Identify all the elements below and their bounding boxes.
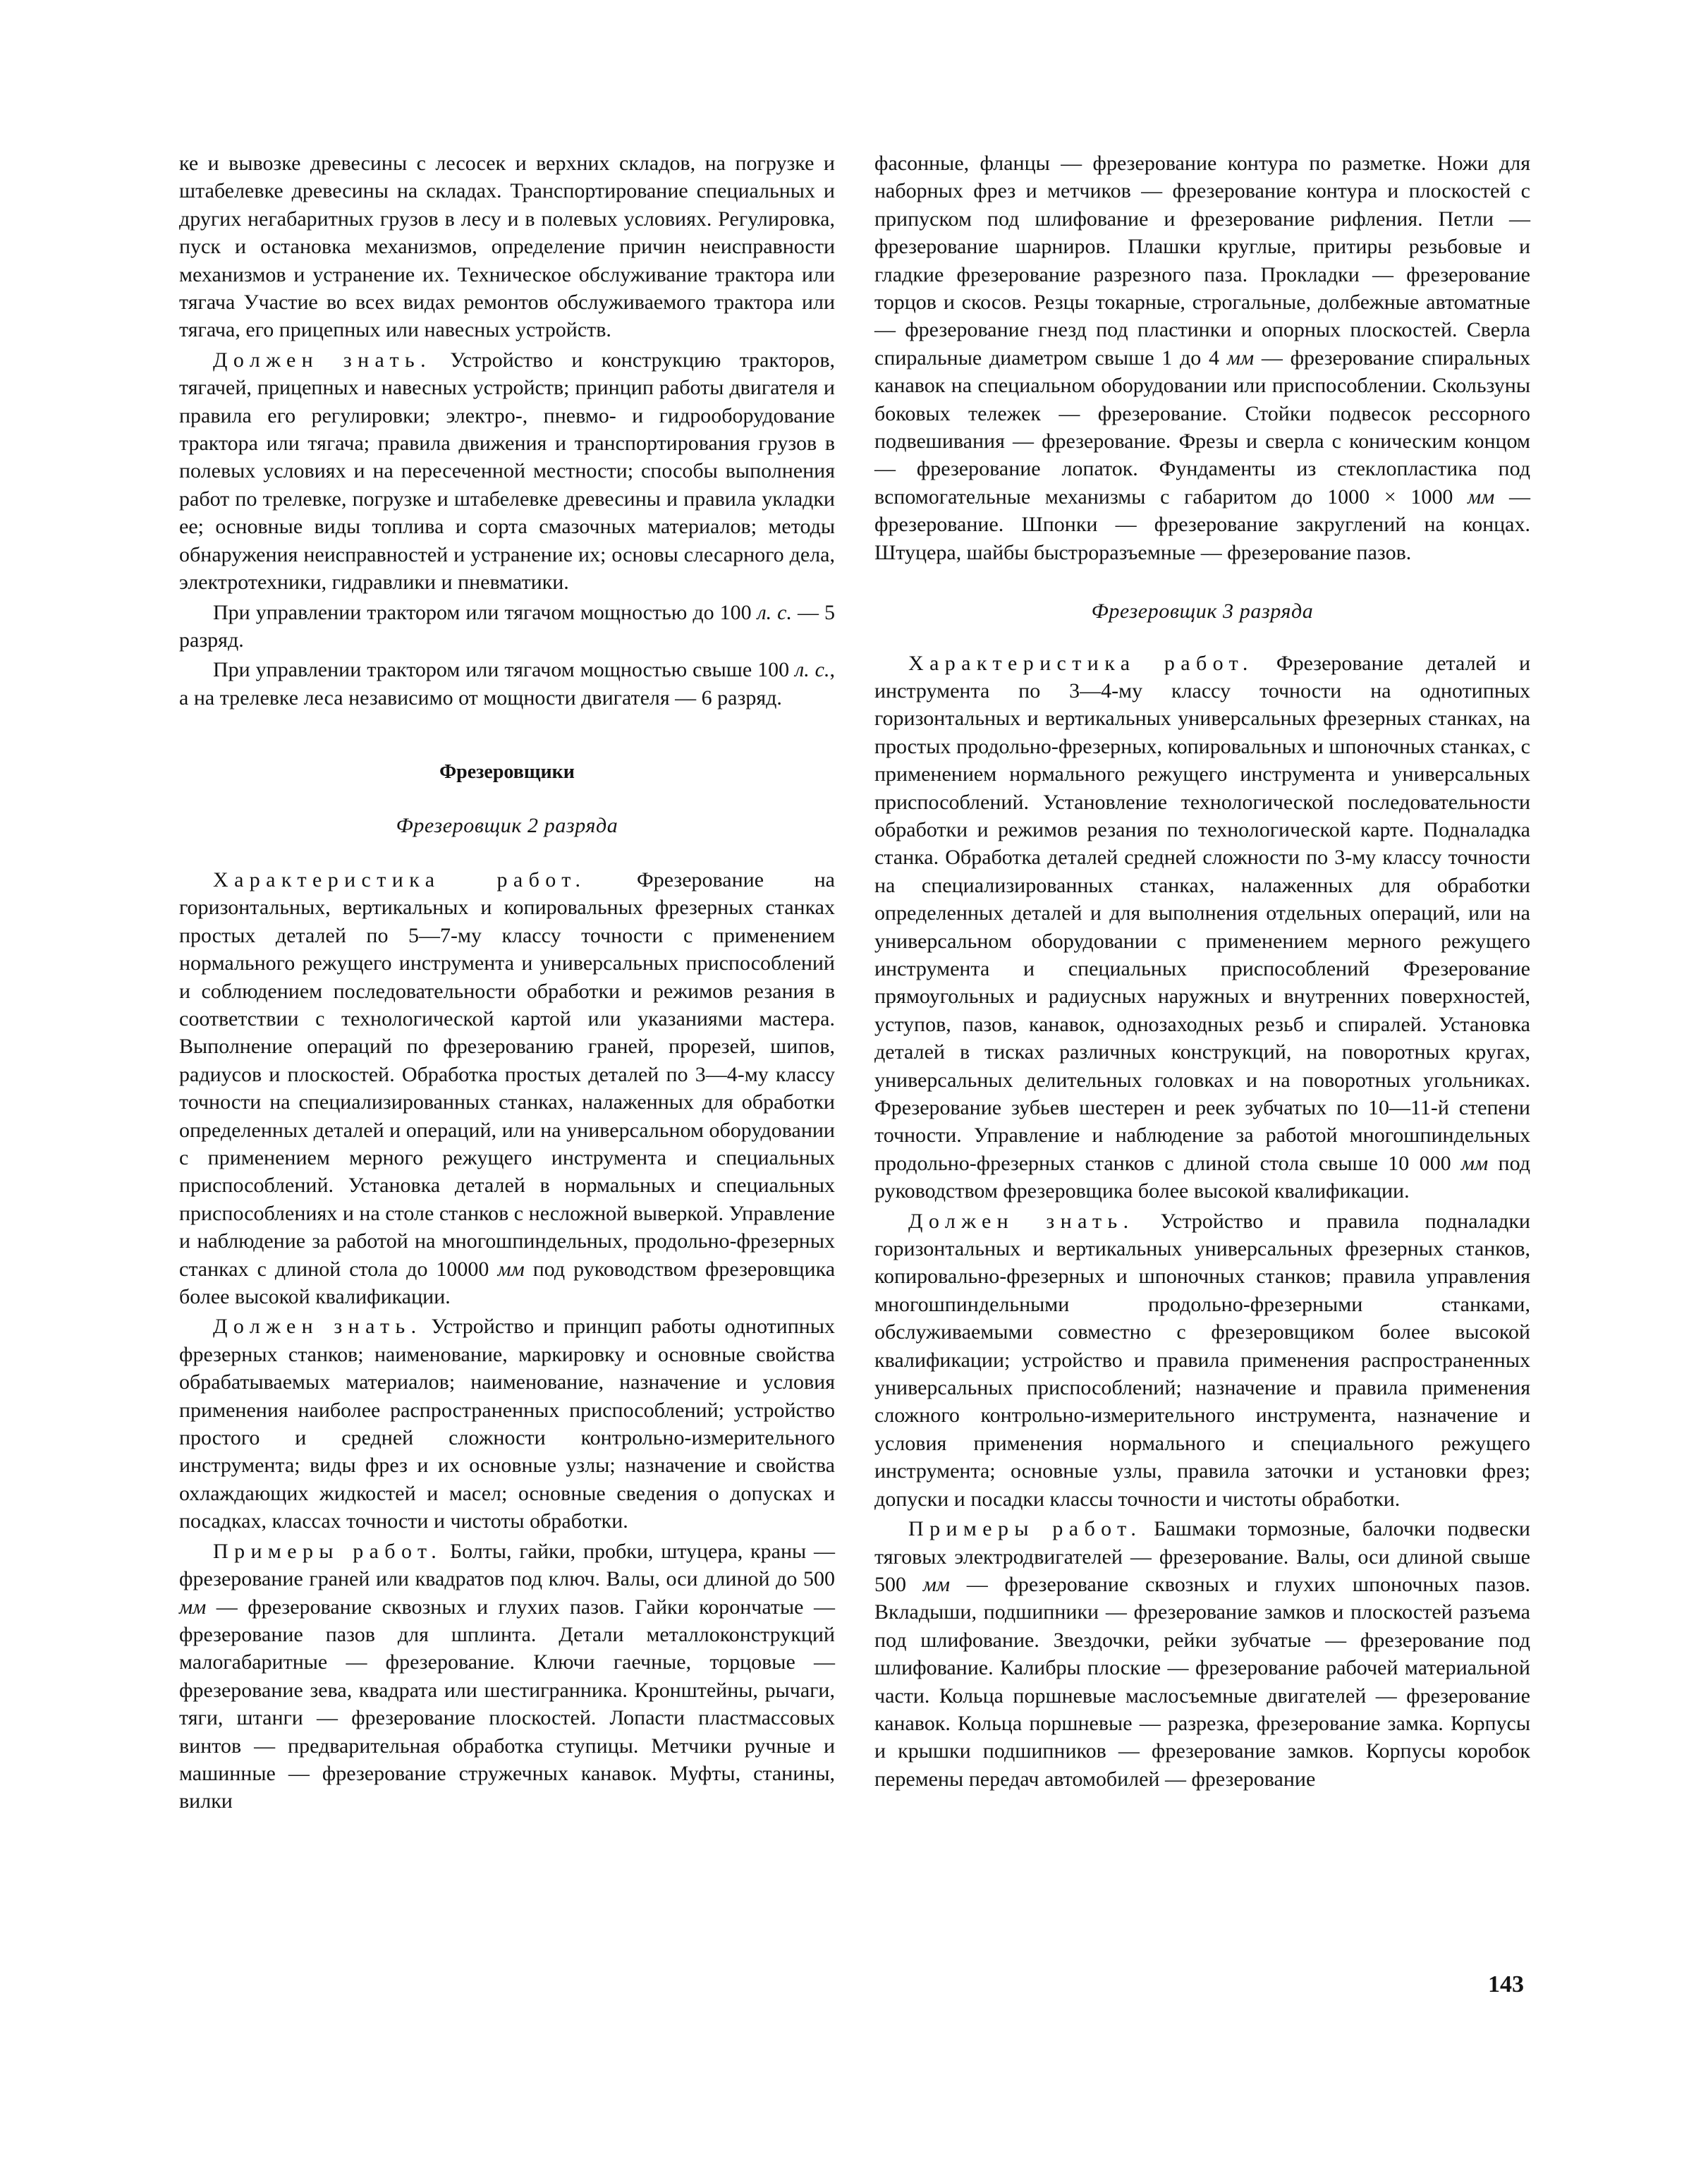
paragraph-tractor-knowledge: Должен знать. Устройство и конструкцию тракторов, тягачей, прицепных и навесных устройств; принцип работы двигателя и правила его регулировки; электро-, пневмо- и гидрооборудование трактора или тягача; правила движения и транспортирования грузов в полевых условиях и на пересеченной местности; способы выполнения работ по трелевке, погрузке и штабелевке древесины и правила укладки ее; основные виды топлива и сорта смазочных материалов; методы обнаружения неисправностей и устранение их; основы слесарного дела, электротехники, гидравлики и пневматики. (179, 348, 835, 595)
lead-phrase: Характеристика работ. (213, 868, 587, 892)
paragraph-grade2-knowledge: Должен знать. Устройство и принцип работы однотипных фрезерных станков; наименование, маркировку и основные свойства обрабатываемых материалов; наименование, назначение и условия применения наиболее распространенных приспособлений; устройство простого и средней сложности контрольно-измерительного инструмента; виды фрез и их основные узлы; назначение и свойства охлаждающих жидкостей и масел; основные сведения о допусках и посадках, классах точности и чистоты обработки. (179, 1315, 835, 1533)
lead-phrase: Примеры работ. (908, 1517, 1142, 1541)
paragraph-grade3-characteristics: Характеристика работ. Фрезерование деталей и инструмента по 3—4-му классу точности на однотипных горизонтальных и вертикальных универсальных фрезерных станках, на простых продольно-фрезерных, копировальных и шпоночных станках, с применением нормального режущего инструмента и универсальных приспособлений. Установление технологической последовательности обработки и режимов резания по технологической карте. Подналадка станка. Обработка деталей средней сложности по 3-му классу точности на специализированных станках, налаженных для обработки определенных деталей и для выполнения отдельных операций, или на универсальном оборудовании с применением мерного режущего инструмента и специальных приспособлений Фрезерование прямоугольных и радиусных наружных и внутренних поверхностей, уступов, пазов, канавок, однозаходных резьб и спиралей. Установка деталей в тисках различных конструкций, на поворотных кругах, универсальных делительных головках и на поворотных угольниках. Фрезерование зубьев шестерен и реек зубчатых по 10—11-й степени точности. Управление и наблюдение за работой многошпиндельных продольно-фрезерных станков с длиной стола свыше 10 000 мм под руководством фрезеровщика более высокой квалификации. (874, 651, 1531, 1203)
paragraph-grade-6: При управлении трактором или тягачом мощностью свыше 100 л. с., а на трелевке леса независимо от мощности двигателя — 6 разряд. (179, 658, 835, 710)
left-column (179, 150, 835, 1815)
paragraph-grade2-examples: Примеры работ. Болты, гайки, пробки, штуцера, краны — фрезерование граней или квадратов под ключ. Валы, оси длиной до 500 мм — фрезерование сквозных и глухих пазов. Гайки корончатые — фрезерование пазов для шплинта. Детали металлоконструкций малогабаритные — фрезерование. Ключи гаечные, торцовые — фрезерование зева, квадрата или шестигранника. Кронштейны, рычаги, тяги, штанги — фрезерование плоскостей. Лопасти пластмассовых винтов — предварительная обработка ступицы. Метчики ручные и машинные — фрезерование стружечных канавок. Муфты, станины, вилки (179, 1539, 835, 1813)
subsection-title-grade-2: Фрезеровщик 2 разряда (396, 813, 618, 837)
right-column (874, 150, 1530, 1793)
unit: л. с. (795, 658, 830, 682)
lead-phrase: Характеристика работ. (908, 651, 1254, 675)
lead-phrase: Примеры работ. (213, 1539, 443, 1563)
lead-phrase: Должен знать. (908, 1209, 1135, 1233)
unit: мм (922, 1572, 951, 1596)
unit: мм (1460, 1151, 1489, 1175)
paragraph-grade2-characteristics: Характеристика работ. Фрезерование на горизонтальных, вертикальных и копировальных фрезерных станках простых деталей по 5—7-му классу точности с применением нормального режущего инструмента и универсальных приспособлений и соблюдением последовательности обработки и режимов резания в соответствии с технологической картой или указаниями мастера. Выполнение операций по фрезерованию граней, прорезей, шипов, радиусов и плоскостей. Обработка простых деталей по 3—4-му классу точности на специализированных станках, налаженных для обработки определенных деталей и операций, или на универсальном оборудовании с применением мерного режущего инструмента и специальных приспособлений. Установка деталей в нормальных и специальных приспособлениях и на столе станков с несложной выверкой. Управление и наблюдение за работой на многошпиндельных, продольно-фрезерных станках с длиной стола до 10000 мм под руководством фрезеровщика более высокой квалификации. (179, 868, 836, 1309)
unit: мм (179, 1595, 207, 1619)
unit: мм (1468, 485, 1495, 509)
lead-phrase: Должен знать. (213, 1315, 422, 1339)
paragraph-grade3-examples: Примеры работ. Башмаки тормозные, балочки подвески тяговых электродвигателей — фрезерование. Валы, оси длиной свыше 500 мм — фрезерование сквозных и глухих шпоночных пазов. Вкладыши, подшипники — фрезерование замков и плоскостей разъема под шлифование. Звездочки, рейки зубчатые — фрезерование под шлифование. Калибры плоские — фрезерование рабочей материальной части. Кольца поршневые маслосъемные двигателей — фрезерование канавок. Кольца поршневые — разрезка, фрезерование замка. Корпусы и крышки подшипников — фрезерование замков. Корпусы коробок перемены передач автомобилей — фрезерование (874, 1517, 1531, 1791)
paragraph-grade2-examples-continued: фасонные, фланцы — фрезерование контура по разметке. Ножи для наборных фрез и метчиков — фрезерование контура и плоскостей с припуском под шлифование и фрезерование рифления. Петли — фрезерование шарниров. Плашки круглые, притиры резьбовые и гладкие фрезерование разрезного паза. Прокладки — фрезерование торцов и скосов. Резцы токарные, строгальные, долбежные автоматные — фрезерование гнезд под пластинки и опорных плоскостей. Сверла спиральные диаметром свыше 1 до 4 мм — фрезерование спиральных канавок на специальном оборудовании или приспособлении. Скользуны боковых тележек — фрезерование. Стойки подвесок рессорного подвешивания — фрезерование. Фрезы и сверла с коническим концом — фрезерование лопаток. Фундаменты из стеклопластика под вспомогательные механизмы с габаритом до 1000 × 1000 мм — фрезерование. Шпонки — фрезерование закруглений на концах. Штуцера, шайбы быстроразъемные — фрезерование пазов. (874, 152, 1531, 564)
unit: л. с. (757, 600, 792, 624)
paragraph-grade3-knowledge: Должен знать. Устройство и правила подналадки горизонтальных и вертикальных универсальных фрезерных станков, копировально-фрезерных и шпоночных станков; правила управления многошпиндельными продольно-фрезерными станками, обслуживаемыми совместно с фрезеровщиком более высокой квалификации; устройство и правила применения распространенных универсальных приспособлений; назначение и правила применения сложного контрольно-измерительного инструмента, назначение и условия применения нормального и специального режущего инструмента; основные узлы, правила заточки и установки фрез; допуски и посадки классы точности и чистоты обработки. (874, 1209, 1530, 1511)
paragraph-grade-5: При управлении трактором или тягачом мощностью до 100 л. с. — 5 разряд. (179, 600, 835, 652)
section-title: Фрезеровщики (439, 761, 575, 784)
unit: мм (497, 1257, 525, 1281)
unit: мм (1226, 346, 1255, 370)
page-number: 143 (1488, 1971, 1524, 1997)
lead-phrase: Должен знать. (213, 348, 432, 372)
subsection-title-grade-3: Фрезеровщик 3 разряда (1091, 600, 1314, 623)
paragraph-tractor-duties: ке и вывозке древесины с лесосек и верхних складов, на погрузке и штабелевке древесины на складах. Транспортирование специальных и других негабаритных грузов в лесу и в полевых условиях. Регулировка, пуск и остановка механизмов, определение причин неисправности механизмов и устранение их. Техническое обслуживание трактора или тягача Участие во всех видах ремонтов обслуживаемого трактора или тягача, его прицепных или навесных устройств. (179, 152, 835, 342)
